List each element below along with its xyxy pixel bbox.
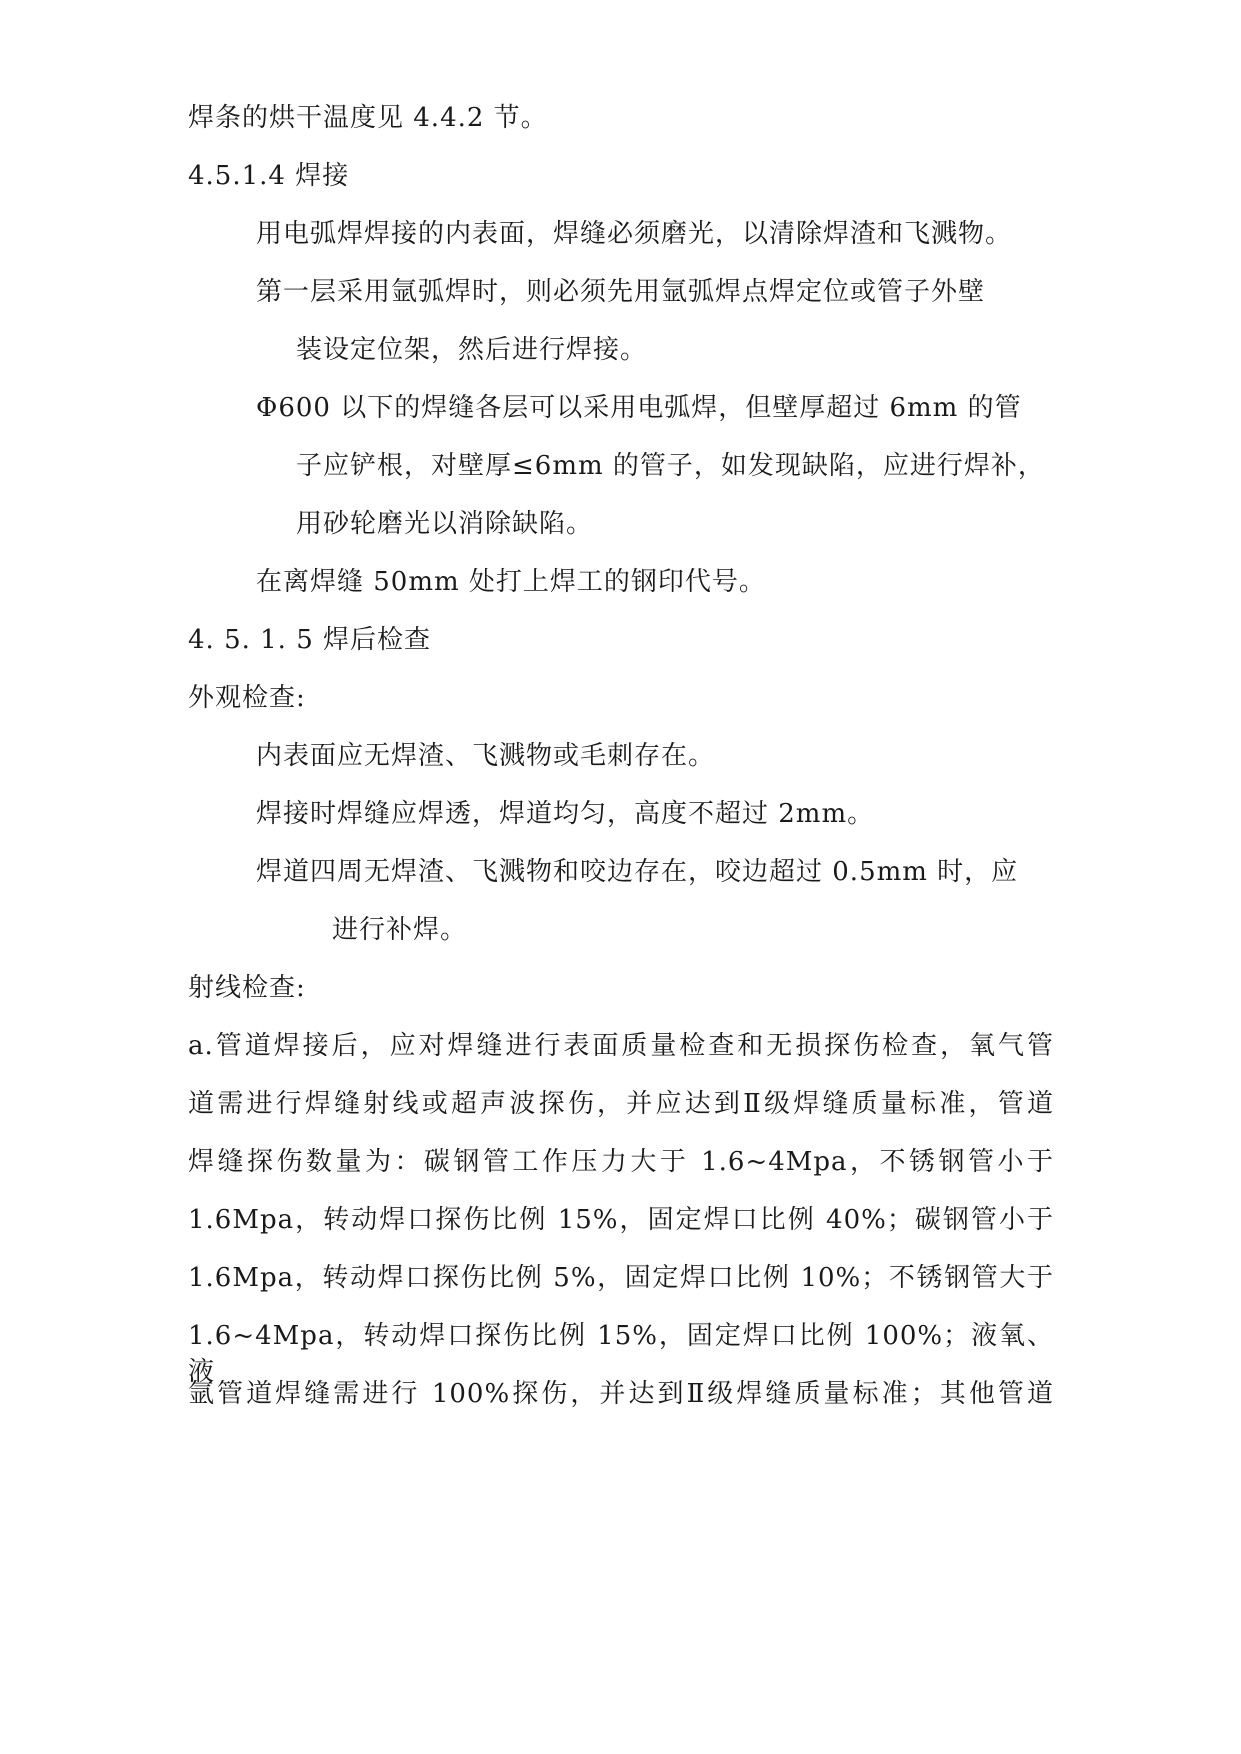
text-line: 1.6~4Mpa，转动焊口探伤比例 15%，固定焊口比例 100%；液氧、液 <box>188 1321 1054 1387</box>
text-line: 用电弧焊焊接的内表面，焊缝必须磨光，以清除焊渣和飞溅物。 <box>256 219 1013 249</box>
section-heading: 4.5.1.4 焊接 <box>188 161 350 191</box>
text-line: 内表面应无焊渣、飞溅物或毛刺存在。 <box>256 741 716 771</box>
text-line: 装设定位架，然后进行焊接。 <box>296 335 648 365</box>
text-line: 进行补焊。 <box>332 915 468 945</box>
subheading: 射线检查: <box>188 973 306 1003</box>
text-line: 第一层采用氩弧焊时，则必须先用氩弧焊点焊定位或管子外壁 <box>256 277 986 307</box>
text-line: 焊条的烘干温度见 4.4.2 节。 <box>188 103 548 133</box>
text-line: 1.6Mpa，转动焊口探伤比例 15%，固定焊口比例 40%；碳钢管小于 <box>188 1205 1054 1235</box>
text-line: 焊道四周无焊渣、飞溅物和咬边存在，咬边超过 0.5mm 时，应 <box>256 857 1019 887</box>
text-line: 焊缝探伤数量为：碳钢管工作压力大于 1.6~4Mpa，不锈钢管小于 <box>188 1147 1054 1177</box>
text-line: 子应铲根，对壁厚≤6mm 的管子，如发现缺陷，应进行焊补， <box>296 451 1045 481</box>
text-line: 道需进行焊缝射线或超声波探伤，并应达到Ⅱ级焊缝质量标准，管道 <box>188 1089 1054 1119</box>
text-line: 1.6Mpa，转动焊口探伤比例 5%，固定焊口比例 10%；不锈钢管大于 <box>188 1263 1054 1293</box>
subheading: 外观检查: <box>188 683 306 713</box>
section-heading: 4. 5. 1. 5 焊后检查 <box>188 625 432 655</box>
text-line: 焊接时焊缝应焊透，焊道均匀，高度不超过 2mm。 <box>256 799 875 829</box>
text-line: a.管道焊接后，应对焊缝进行表面质量检查和无损探伤检查，氧气管 <box>188 1031 1054 1061</box>
text-line: Φ600 以下的焊缝各层可以采用电弧焊，但壁厚超过 6mm 的管 <box>256 393 1022 423</box>
text-line: 在离焊缝 50mm 处打上焊工的钢印代号。 <box>256 567 766 597</box>
text-line: 用砂轮磨光以消除缺陷。 <box>296 509 594 539</box>
text-line: 氩管道焊缝需进行 100%探伤，并达到Ⅱ级焊缝质量标准；其他管道 <box>188 1379 1054 1409</box>
